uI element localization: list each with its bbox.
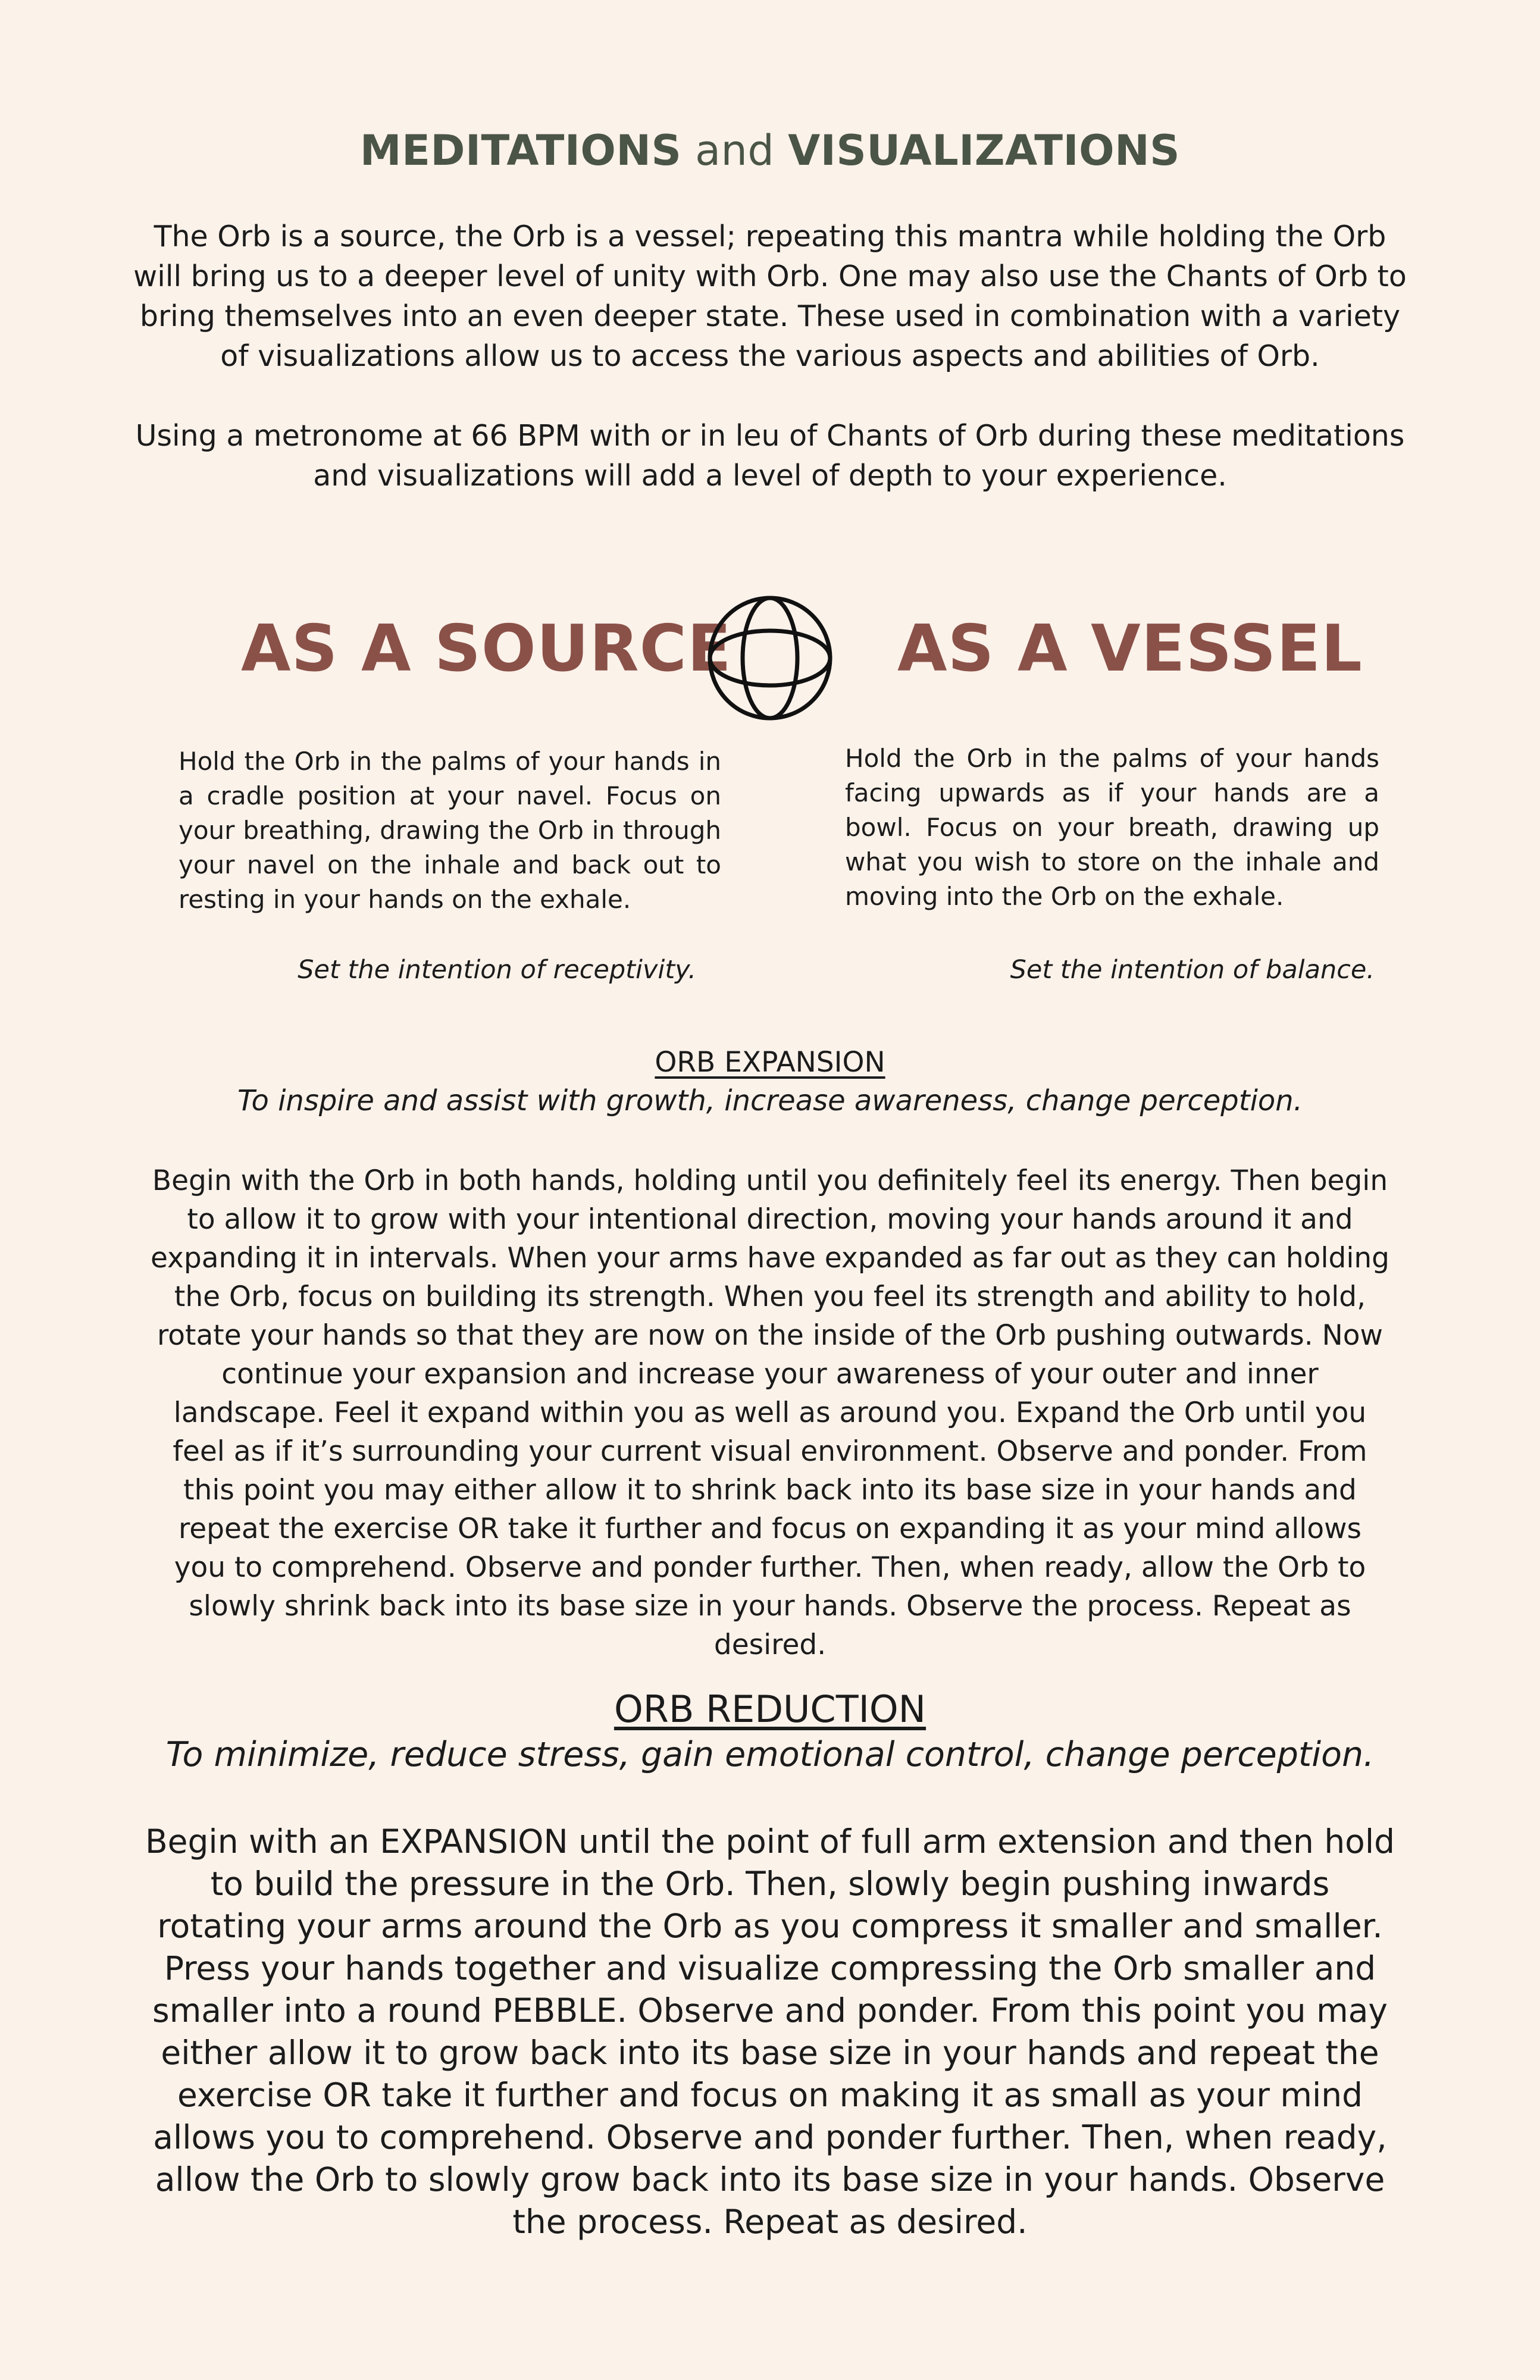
expansion-subtitle: To inspire and assist with growth, increase awareness, change perception.	[237, 1084, 1303, 1117]
source-intention: Set the intention of receptivity.	[298, 955, 696, 985]
title-part-and: and	[695, 126, 775, 175]
reduction-subtitle: To minimize, reduce stress, gain emotional control, change perception.	[165, 1735, 1375, 1774]
intro-paragraph-2: Using a metronome at 66 BPM with or in leu of Chants of Orb during these meditations and visualizations will add a level of depth to your experience.	[135, 419, 1405, 493]
vessel-heading: AS A VESSEL	[897, 612, 1363, 686]
intro-paragraph-1: The Orb is a source, the Orb is a vessel; repeating this mantra while holding the Orb will bring us to a deeper level of unity with Orb. One may also use the Chants of Orb to bring themselves into an even deeper state. These used in combination with a variety of visualizations allow us to access the various aspects and abilities of Orb.	[133, 220, 1407, 373]
reduction-title: ORB REDUCTION	[614, 1687, 926, 1731]
vessel-description: Hold the Orb in the palms of your hands facing upwards as if your hands are a bowl. Focus on your breath, drawing up what you wish to store on the inhale and moving into the Orb on the exhale.	[845, 744, 1379, 911]
orb-globe-icon	[706, 594, 834, 722]
source-description: Hold the Orb in the palms of your hands in a cradle position at your navel. Focus on your breathing, drawing the Orb in through your navel on the inhale and back out to resting in your hands on the exhale.	[179, 747, 721, 914]
vessel-intention: Set the intention of balance.	[1010, 955, 1375, 985]
title-part-visualizations: VISUALIZATIONS	[788, 126, 1181, 175]
source-heading: AS A SOURCE	[241, 612, 732, 686]
title-part-meditations: MEDITATIONS	[359, 126, 682, 175]
page-title	[0, 126, 1540, 175]
reduction-body: Begin with an EXPANSION until the point of full arm extension and then hold to build the pressure in the Orb. Then, slowly begin pushing inwards rotating your arms around the Orb as you compress it smaller and smaller. Press your hands together and visualize compressing the Orb smaller and smaller into a round PEBBLE. Observe and ponder. From this point you may either allow it to grow back into its base size in your hands and repeat the exercise OR take it further and focus on making it as small as your mind allows you to comprehend. Observe and ponder further. Then, when ready, allow the Orb to slowly grow back into its base size in your hands. Observe the process. Repeat as desired.	[145, 1822, 1395, 2241]
expansion-title: ORB EXPANSION	[655, 1046, 885, 1079]
expansion-body: Begin with the Orb in both hands, holding until you definitely feel its energy. Then begin to allow it to grow with your intentional direction, moving your hands around it and expanding it in intervals. When your arms have expanded as far out as they can holding the Orb, focus on building its strength. When you feel its strength and ability to hold, rotate your hands so that they are now on the inside of the Orb pushing outwards. Now continue your expansion and increase your awareness of your outer and inner landscape. Feel it expand within you as well as around you. Expand the Orb until you feel as if it’s surrounding your current visual environment. Observe and ponder. From this point you may either allow it to shrink back into its base size in your hands and repeat the exercise OR take it further and focus on expanding it as your mind allows you to comprehend. Observe and ponder further. Then, when ready, allow the Orb to slowly shrink back into its base size in your hands. Observe the process. Repeat as desired.	[150, 1164, 1390, 1661]
